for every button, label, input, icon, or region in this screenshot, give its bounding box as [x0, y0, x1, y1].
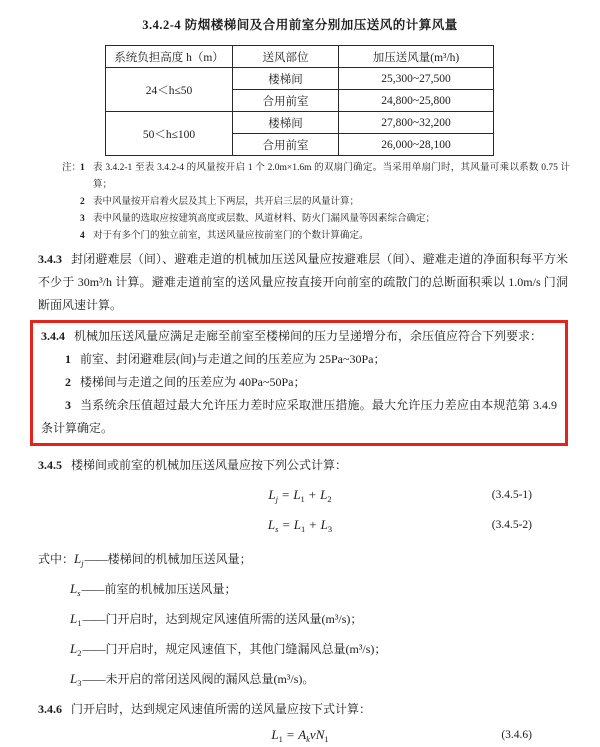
document-page [0, 15, 600, 744]
section-text: 楼梯间或前室的机械加压送风量应按下列公式计算： [71, 458, 348, 472]
clause-item-1: 1 前室、封闭避难层(间)与走道之间的压差应为 25Pa~30Pa； [65, 352, 386, 366]
section-3-4-6 [38, 698, 568, 721]
equation-number: (3.4.5-1) [491, 489, 532, 501]
section-text: 封闭避难层（间）、避难走道的机械加压送风量应按避难层（间）、避难走道的净面积每平方米不少于 30m³/h 计算。避难走道前室的送风量应按直接开向前室的疏散门的总断面积乘以 1.0m/s 门洞断面风速计算。 [38, 252, 568, 312]
header-air-supply-part: 送风部位 [233, 46, 339, 68]
section-number: 3.4.4 [41, 329, 65, 343]
equation: $L_s = L_1 + L_3$ [267, 517, 333, 534]
section-number: 3.4.3 [38, 252, 62, 266]
section-3-4-4 [41, 325, 557, 348]
section-number: 3.4.5 [38, 458, 62, 472]
table-title: 3.4.2-4 防烟楼梯间及合用前室分别加压送风的计算风量 [142, 18, 458, 32]
section-number: 3.4.6 [38, 702, 62, 716]
clause-item-3: 3 当系统余压值超过最大允许压力差时应采取泄压措施。最大允许压力差应由本规范第 3.4.9 条计算确定。 [41, 398, 557, 435]
definition-lj: 式中：$L_j——$楼梯间的机械加压送风量； [38, 551, 252, 568]
definition-l1: $L_1——$门开启时，达到规定风速值所需的送风量(m³/s)； [70, 611, 363, 628]
section-text: 机械加压送风量应满足走廊至前室至楼梯间的压力呈递增分布，余压值应符合下列要求： [74, 329, 543, 343]
table-row [106, 112, 494, 134]
airflow-table [105, 45, 494, 156]
notes-label: 注： [62, 163, 82, 173]
section-3-4-3 [38, 248, 568, 317]
definition-ls: $L_s——$前室的机械加压送风量； [70, 581, 237, 598]
definition-l2: $L_2——$门开启时，规定风速值下，其他门缝漏风总量(m³/s)； [70, 641, 387, 658]
equation-number: (3.4.5-2) [491, 519, 532, 531]
formula-3-4-6 [0, 727, 600, 747]
table-notes [62, 160, 570, 245]
note-item: 3 表中风量的选取应按建筑高度或层数、风道材料、防火门漏风量等因素综合确定； [80, 214, 436, 224]
section-3-4-5 [38, 454, 568, 477]
note-item: 注： 1 表 3.4.2-1 至表 3.4.2-4 的风量按开启 1 个 2.0m×1.6m 的双扇门确定。当采用单扇门时，其风量可乘以系数 0.75 计算； [62, 160, 570, 194]
note-item: 2 表中风量按开启着火层及其上下两层，共开启三层的风量计算； [80, 197, 360, 207]
section-text: 门开启时，达到规定风速值所需的送风量应按下式计算： [71, 702, 372, 716]
table-header-row [106, 46, 494, 68]
flow-cell: 25,300~27,500 [339, 68, 494, 90]
formula-3-4-5-2 [0, 517, 600, 537]
part-cell: 合用前室 [233, 90, 339, 112]
note-item: 4 对于有多个门的独立前室，其送风量应按前室门的个数计算确定。 [80, 231, 369, 241]
where-definitions [38, 546, 568, 696]
height-range-cell: 50＜h≤100 [106, 112, 233, 156]
equation: $L_j = L_1 + L_2$ [268, 487, 332, 504]
definition-l3: $L_3——$未开启的常闭送风阀的漏风总量(m³/s)。 [70, 671, 315, 688]
clause-item-2: 2 楼梯间与走道之间的压差应为 40Pa~50Pa； [65, 375, 306, 389]
where-label: 式中： [38, 552, 75, 566]
equation: $L_1 = A_kvN_1$ [271, 727, 329, 744]
flow-cell: 24,800~25,800 [339, 90, 494, 112]
equation-number: (3.4.6) [501, 729, 532, 741]
flow-cell: 26,000~28,100 [339, 134, 494, 156]
part-cell: 楼梯间 [233, 112, 339, 134]
table-row [106, 68, 494, 90]
height-range-cell: 24＜h≤50 [106, 68, 233, 112]
part-cell: 合用前室 [233, 134, 339, 156]
header-pressurized-flow: 加压送风量(m³/h) [339, 46, 494, 68]
part-cell: 楼梯间 [233, 68, 339, 90]
flow-cell: 27,800~32,200 [339, 112, 494, 134]
header-system-height: 系统负担高度 h（m） [106, 46, 233, 68]
highlight-box [30, 320, 568, 446]
formula-3-4-5-1 [0, 487, 600, 507]
